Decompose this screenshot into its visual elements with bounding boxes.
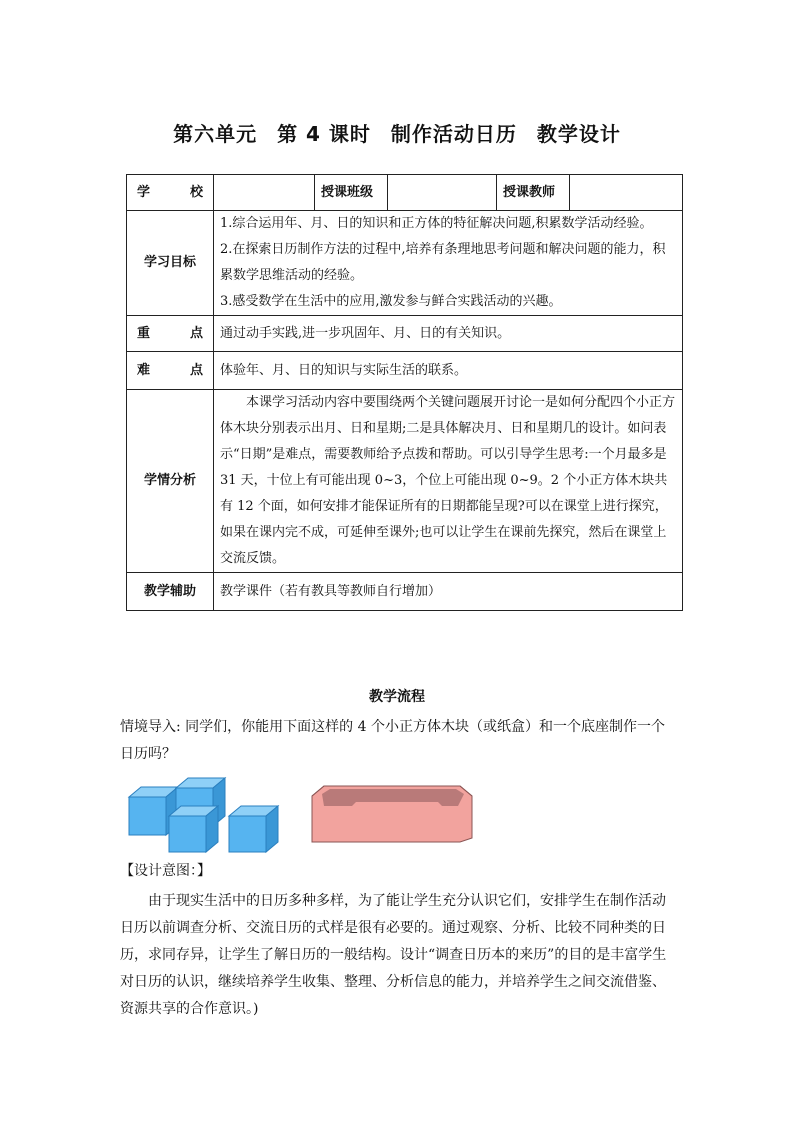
- design-intent-text: 由于现实生活中的日历多种多样，为了能让学生充分认识它们，安排学生在制作活动日历以前调查分析、交流日历的式样是很有必要的。通过观察、分析、比较不同种类的日历，求同存异，让学生了解日历的一般结构。设计“调查日历本的来历”的目的是丰富学生对日历的认识，继续培养学生收集、整理、分析信息的能力，并培养学生之间交流借鉴、资源共享的合作意识。): [120, 893, 667, 1017]
- aids-text: 教学课件（若有教具等教师自行增加）: [214, 573, 683, 611]
- title-unit: 第六单元: [173, 122, 258, 146]
- teacher-value: [570, 175, 683, 211]
- cube-icon: [229, 806, 278, 852]
- teaching-flow-title: 教学流程: [369, 689, 425, 705]
- class-value: [388, 175, 497, 211]
- key-point-label: 重 点: [127, 316, 214, 352]
- lesson-info-table: [126, 174, 683, 611]
- scenario-intro: 情境导入: 同学们，你能用下面这样的 4 个小正方体木块（或纸盒）和一个底座制作一个日历吗？: [120, 719, 665, 762]
- table-row-objectives: [127, 211, 683, 316]
- teacher-label: 授课教师: [497, 175, 570, 211]
- analysis-text: 本课学习活动内容中要围绕两个关键问题展开讨论一是如何分配四个小正方体木块分别表示出月、日和星期;二是具体解决月、日和星期几的设计。如问表示“日期”是难点，需要教师给予点拨和帮助。可以引导学生思考:一个月最多是 31 天，十位上有可能出现 0~3，个位上可能出现 0~9。2 个小正方体木块共有 12 个面，如何安排才能保证所有的日期都能呈现?可以在课堂上进行探究，如果在课内完不成，可延伸至课外;也可以让学生在课前先探究，然后在课堂上交流反馈。: [214, 390, 683, 573]
- analysis-label: 学情分析: [127, 390, 214, 573]
- class-label: 授课班级: [315, 175, 388, 211]
- cube-blocks-illustration: [124, 770, 284, 854]
- table-row-aids: [127, 573, 683, 611]
- aids-label: 教学辅助: [127, 573, 214, 611]
- cube-icon: [169, 806, 218, 852]
- table-row-difficult-point: [127, 352, 683, 390]
- difficult-point-label: 难 点: [127, 352, 214, 390]
- calendar-base-tray-illustration: [310, 784, 474, 844]
- table-row-analysis: [127, 390, 683, 573]
- objective-item: 3.感受数学在生活中的应用,激发参与鲜合实践活动的兴趣。: [220, 294, 562, 309]
- school-value: [214, 175, 315, 211]
- title-doc-type: 教学设计: [536, 122, 621, 146]
- table-row-key-point: [127, 316, 683, 352]
- objectives-label: 学习目标: [127, 211, 214, 316]
- objective-item: 1.综合运用年、月、日的知识和正方体的特征解决问题,积累数学活动经验。: [220, 216, 653, 231]
- page-title: [0, 118, 794, 147]
- title-topic: 制作活动日历: [390, 122, 517, 146]
- key-point-text: 通过动手实践,进一步巩固年、月、日的有关知识。: [214, 316, 683, 352]
- design-intent-label: 【设计意图：】: [120, 863, 211, 879]
- objective-item: 2.在探索日历制作方法的过程中,培养有条理地思考问题和解决问题的能力，积累数学思维活动的经验。: [220, 242, 666, 283]
- title-lesson: 第 4 课时: [277, 122, 371, 146]
- objectives-cell: [214, 211, 683, 316]
- difficult-point-text: 体验年、月、日的知识与实际生活的联系。: [214, 352, 683, 390]
- school-label: 学 校: [127, 175, 214, 211]
- table-row-school: [127, 175, 683, 211]
